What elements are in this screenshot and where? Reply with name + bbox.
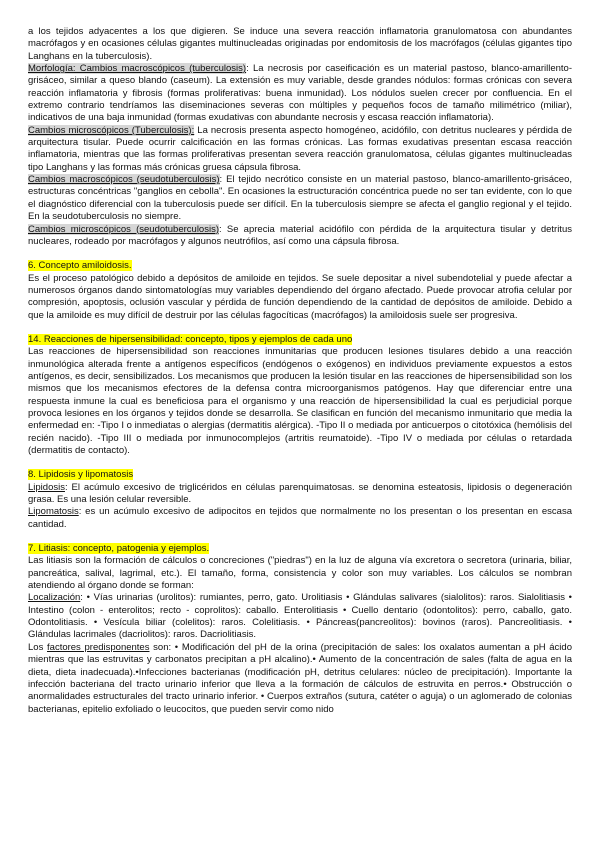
heading-amiloidosis: 6. Concepto amiloidosis. xyxy=(28,260,132,272)
section-heading-litiasis xyxy=(28,543,572,555)
heading-hipersensibilidad: 14. Reacciones de hipersensibilidad: concepto, tipos y ejemplos de cada uno xyxy=(28,333,353,345)
paragraph-localizacion xyxy=(28,592,572,641)
text-macro-pseudotb: : El tejido necrótico consiste en un material pastoso, blanco-amarillento-grisáceo, estructuras concéntricas "ganglios en cebolla". En ocasiones la estructuración concéntrica puede no ser tan evidente, con lo que el diagnóstico diferencial con la tuberculosis puede ser difícil. En la tuberculosis siempre se afecta el ganglio regional y el tejido. En la seudotuberculosis no siempre. xyxy=(28,174,572,223)
label-localizacion: Localización xyxy=(28,592,81,604)
text-factores-prefix: Los xyxy=(28,641,48,653)
paragraph-hipersensibilidad: Las reacciones de hipersensibilidad son reacciones inmunitarias que producen lesiones tisulares debido a una reacción inmunológica alterada frente a antígenos específicos (endógenos o exógenos) en individuos previamente expuestos a estos antígenos, es decir, sensibilizados. Los mecanismos que producen la lesión tisular en las reacciones de hipersensibilidad son los mismos que los mecanismos efectores de la defensa contra microorganismos patógenos. Hay que diferenciar entre una respuesta inmune la cual es beneficiosa para el organismo y una reacción de hipersensibilidad la cual es perjudicial porque provoca lesiones en los órganos y tejidos donde se desarrolla. Se clasifican en función del mecanismo inmunitario que media la enfermedad en: -Tipo I o inmediatas o alergias (dermatitis alérgica). -Tipo II o mediada por anticuerpos o citotóxica (hemólisis del recién nacido). -Tipo III o mediada por inmunocomplejos (artritis reumatoide). -Tipo IV o mediada por células o retardada (dermatitis de contacto). xyxy=(28,346,572,456)
label-micro-tb: Cambios microscópicos (Tuberculosis): xyxy=(28,124,195,136)
label-macro-tb: Morfología: Cambios macroscópicos (tuberculosis) xyxy=(28,63,247,75)
section-heading-lipidosis xyxy=(28,469,572,481)
paragraph-lipidosis xyxy=(28,482,572,507)
label-factores: factores predisponentes xyxy=(47,641,150,653)
paragraph-intro: a los tejidos adyacentes a los que digieren. Se induce una severa reacción inflamatoria granulomatosa con abundantes macrófagos y en ocasiones células gigantes multinucleadas originadas por endomitosis de los macrófagos (células gigantes tipo Langhans en la tuberculosis). xyxy=(28,26,572,62)
paragraph-micro-tb xyxy=(28,125,572,174)
paragraph-factores xyxy=(28,642,572,716)
paragraph-micro-pseudotb xyxy=(28,224,572,249)
text-micro-pseudotb: : Se aprecia material acidófilo con pérdida de la arquitectura tisular y detritus nucleares, rodeado por macrófagos y algunos neutrófilos, así como una cápsula fibrosa. xyxy=(28,223,572,247)
text-localizacion: : • Vías urinarias (urolitos): rumiantes, perro, gato. Urolitiasis • Glándulas salivares (sialolitos): raros. Sialolitiasis • Intestino (colon - enterolitos; recto - coprolitos): caballo. Enterolitiasis • Cuello dentario (odontolitos): perro, caballo, gato. Odontolitiasis. • Vesícula biliar (colelitos): raros. Colelitiasis. • Páncreas(pancreolitos): bovinos (raros). Pancreolitiasis. • Glándulas lacrimales (dacriolitos): raros. Dacriolitiasis. xyxy=(28,592,572,641)
text-lipidosis: : El acúmulo excesivo de triglicéridos en células parenquimatosas. se denomina esteatosis, lipidosis o degeneración grasa. Es una lesión celular reversible. xyxy=(28,481,572,506)
label-macro-pseudotb: Cambios macroscópicos (seudotuberculosis) xyxy=(28,174,220,186)
paragraph-macro-pseudotb xyxy=(28,174,572,223)
text-micro-tb: La necrosis presenta aspecto homogéneo, acidófilo, con detritus nucleares y pérdida de arquitectura tisular. Puede ocurrir calcificación en las formas crónicas. Las formas exudativas presentan escasa reacción inflamatoria, mientras que las formas proliferativas presentan severa reacción granulomatosa, células gigantes multinucleadas tipo Langhans y las formas más crónicas gruesa cápsula fibrosa. xyxy=(28,124,572,173)
label-micro-pseudotb: Cambios microscópicos (seudotuberculosis) xyxy=(28,223,219,235)
heading-litiasis: 7. Litiasis: concepto, patogenia y ejemplos. xyxy=(28,543,210,555)
paragraph-macro-tb xyxy=(28,63,572,125)
paragraph-litiasis: Las litiasis son la formación de cálculos o concreciones ("piedras") en la luz de alguna vía excretora o secretora (urinaria, biliar, pancreática, salival, lagrimal, etc.). El tamaño, forma, consistencia y color son muy variables. Los cálculos se nombran atendiendo al órgano donde se forman: xyxy=(28,555,572,592)
text-macro-tb: : La necrosis por caseificación es un material pastoso, blanco-amarillento-grisáceo, similar a queso blando (caseum). La extensión es muy variable, desde grandes nódulos: formas crónicas con severa reacción inflamatoria y fibrosis (formas proliferativas: buena inmunidad). Los nódulos suelen crecer por confluencia. En el extremo contrario tendríamos las diseminaciones severas con múltiples y pequeños focos de tamaño milimétrico (miliar), indicativos de una baja inmunidad (formas exudativas con abundante necrosis y escasa reacción inflamatoria). xyxy=(28,63,572,124)
section-heading-amiloidosis xyxy=(28,260,572,272)
label-lipomatosis: Lipomatosis xyxy=(28,506,79,518)
heading-lipidosis: 8. Lipidosis y lipomatosis xyxy=(28,469,134,481)
paragraph-lipomatosis xyxy=(28,506,572,531)
text-lipomatosis: : es un acúmulo excesivo de adipocitos en tejidos que normalmente no los presentan o los presentan en escasa cantidad. xyxy=(28,506,572,530)
label-lipidosis: Lipidosis xyxy=(28,481,65,493)
text-factores: son: • Modificación del pH de la orina (precipitación de sales: los oxalatos aumentan a pH ácido mientras que las estruvitas y carbonatos precipitan a pH alcalino).• Aumento de la concentración de sales (falta de agua en la dieta, dieta inadecuada).•Infecciones bacterianas (modificación pH, detritus celulares: núcleo de precipitación). Importante la infección bacteriana del tracto urinario inferior que lleva a la formación de cálculos de estruvita en perros.• Obstrucción o anormalidades estructurales del tracto urinario inferior. • Cuerpos extraños (sutura, catéter o aguja) o un aglomerado de colonias bacterianas, epitelio exfoliado o leucocitos, que pueden servir como nido xyxy=(28,641,572,715)
paragraph-amiloidosis: Es el proceso patológico debido a depósitos de amiloide en tejidos. Se suele depositar a nivel subendotelial y puede afectar a numerosos órganos dando sintomatologías muy variables dependiendo del órgano afectado. Puede provocar atrofia celular por compresión, apoptosis, oclusión vascular y pérdida de función dependiendo de la cantidad de depósitos de amiloide. Debido a que la amiloide es muy difícil de destruir por las células fagocíticas (macrófagos) la amiloidosis suele ser progresiva. xyxy=(28,272,572,321)
section-heading-hipersensibilidad xyxy=(28,334,572,346)
